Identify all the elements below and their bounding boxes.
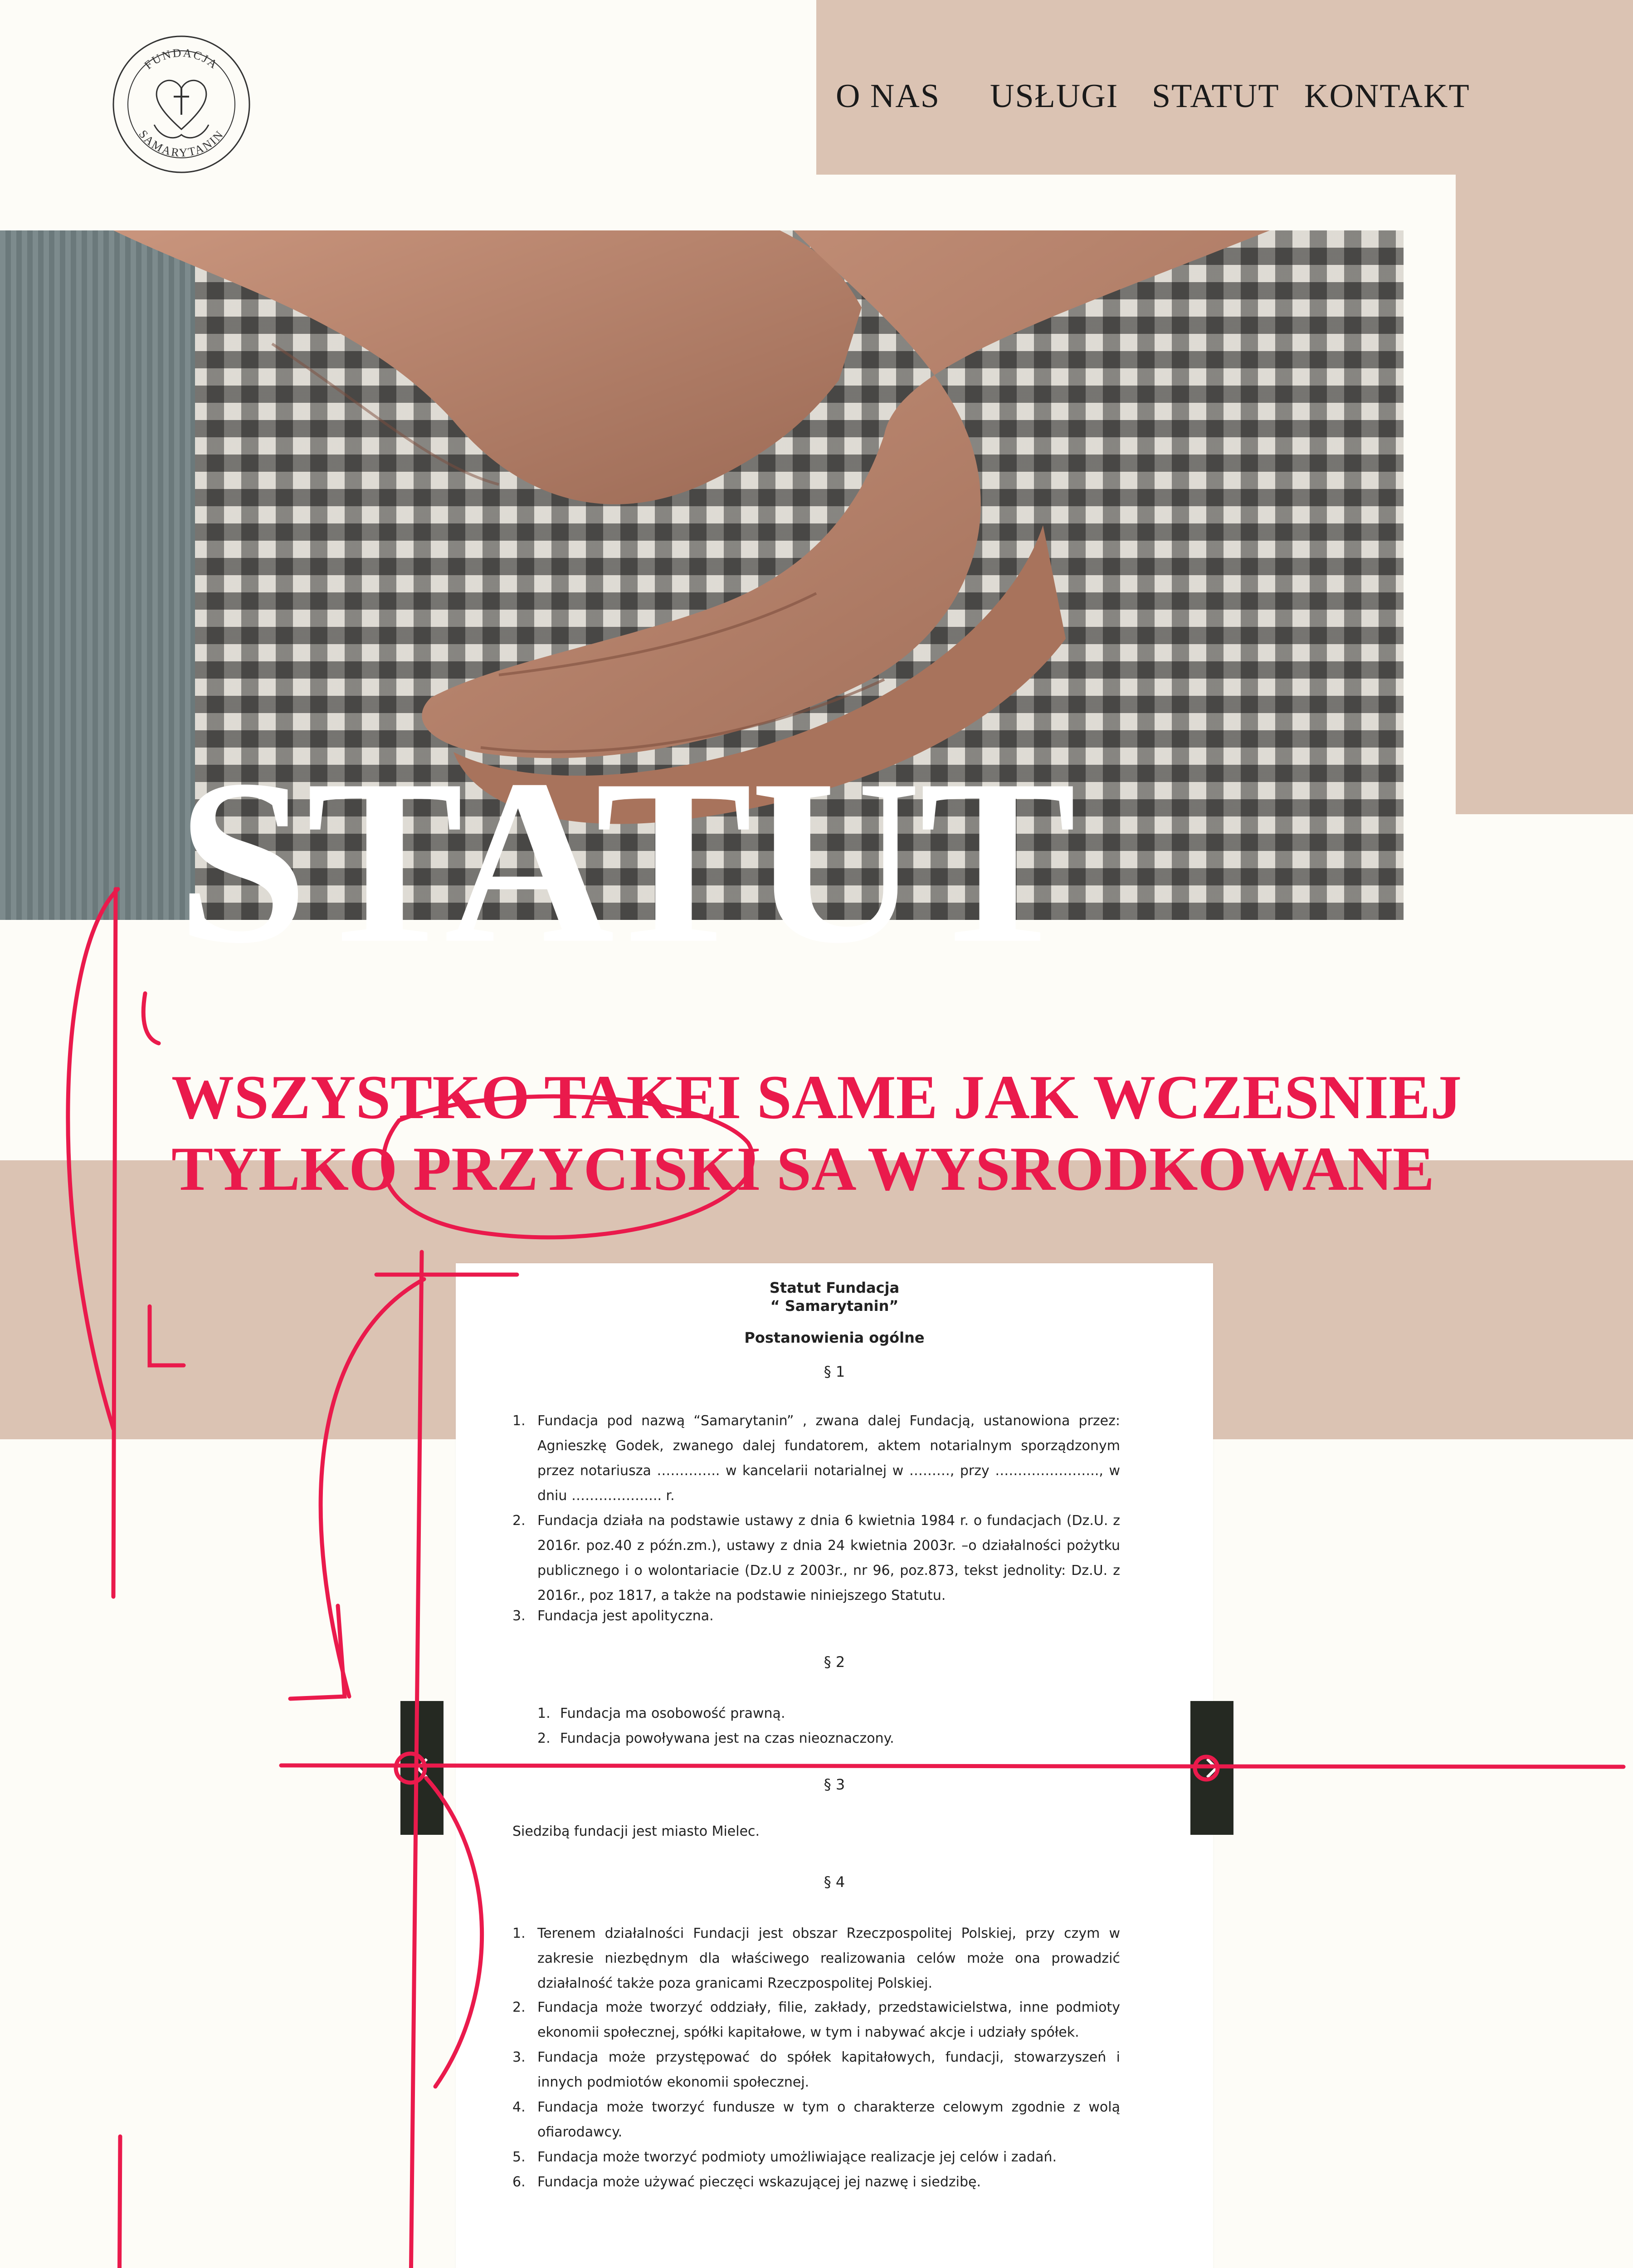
item-text: Fundacja jest apolityczna.	[537, 1608, 714, 1624]
prev-page-button[interactable]	[400, 1701, 444, 1835]
nav-kontakt[interactable]: KONTAKT	[1304, 78, 1470, 115]
p3-text: Siedzibą fundacji jest miasto Mielec.	[512, 1823, 760, 1839]
p4-item-3	[512, 2045, 1120, 2095]
item-number: 1.	[512, 1413, 526, 1429]
p4-item-4	[512, 2095, 1120, 2145]
p1-item-3	[512, 1603, 1120, 1628]
item-text: Fundacja pod nazwą “Samarytanin” , zwana dalej Fundacją, ustanowiona przez: Agnieszkę Godek, zwanego dalej fundatorem, aktem notarialnym sporządzonym przez notariusza ………….. w kancelarii notarialnej w ………, przy ………………….., w dniu ……………….. r.	[537, 1413, 1120, 1504]
nav-o-nas[interactable]: O NAS	[836, 78, 940, 115]
item-text: Terenem działalności Fundacji jest obszar Rzeczpospolitej Polskiej, przy czym w zakresie niezbędnym dla właściwego realizowania celów może ona prowadzić działalność także poza granicami Rzeczpospolitej Polskiej.	[537, 1926, 1120, 1991]
p2-item-1	[537, 1701, 1082, 1726]
item-number: 5.	[512, 2149, 526, 2165]
item-text: Fundacja może tworzyć fundusze w tym o charakterze celowym zgodnie z wolą ofiarodawcy.	[537, 2099, 1120, 2140]
item-number: 2.	[512, 1513, 526, 1529]
p4-item-2	[512, 1995, 1120, 2045]
p2-item-2	[537, 1726, 1082, 1751]
item-number: 3.	[512, 2049, 526, 2065]
item-number: 6.	[512, 2174, 526, 2190]
p1-item-2	[512, 1508, 1120, 1608]
next-page-button[interactable]	[1190, 1701, 1233, 1835]
side-tan-block	[1456, 175, 1633, 814]
item-text: Fundacja powoływana jest na czas nieoznaczony.	[560, 1730, 894, 1746]
p1-item-1	[512, 1408, 1120, 1508]
svg-text:SAMARYTANIN	[136, 127, 227, 159]
annotation-line-1: WSZYSTKO TAKEI SAME JAK WCZESNIEJ	[171, 1062, 1462, 1132]
doc-section-title: Postanowienia ogólne	[744, 1329, 925, 1346]
foundation-logo[interactable]	[111, 34, 252, 175]
chevron-right-icon	[1190, 1701, 1233, 1835]
logo-text-top: FUNDACJA	[141, 46, 221, 72]
nav-uslugi[interactable]: USŁUGI	[990, 78, 1119, 115]
item-text: Fundacja działa na podstawie ustawy z dnia 6 kwietnia 1984 r. o fundacjach (Dz.U. z 2016r. poz.40 z późn.zm.), ustawy z dnia 24 kwietnia 2003r. –o działalności pożytku publicznego i o wolontariacie (Dz.U z 2003r., nr 96, poz.873, tekst jednolity: Dz.U. z 2016r., poz 1817, a także na podstawie niniejszego Statutu.	[537, 1513, 1120, 1603]
item-number: 1.	[512, 1926, 526, 1941]
hero-title: STATUT	[177, 731, 1075, 992]
paragraph-2-heading: § 2	[824, 1653, 845, 1671]
item-number: 1.	[537, 1706, 551, 1721]
logo-text-bottom: SAMARYTANIN	[136, 127, 227, 160]
chevron-left-icon	[400, 1701, 444, 1835]
paragraph-1-heading: § 1	[824, 1363, 845, 1380]
paragraph-3-heading: § 3	[824, 1776, 845, 1793]
doc-title-line-2: “ Samarytanin”	[770, 1297, 899, 1315]
item-text: Fundacja może używać pieczęci wskazującej jej nazwę i siedzibę.	[537, 2174, 981, 2190]
nav-statut[interactable]: STATUT	[1152, 78, 1280, 115]
p4-item-1	[512, 1921, 1120, 1996]
item-number: 2.	[512, 1999, 526, 2015]
paragraph-4-heading: § 4	[824, 1873, 845, 1891]
p4-item-5	[512, 2145, 1120, 2170]
svg-text:FUNDACJA	[142, 46, 221, 72]
doc-title-line-1: Statut Fundacja	[769, 1279, 900, 1296]
item-number: 2.	[537, 1730, 551, 1746]
p4-item-6	[512, 2170, 1120, 2195]
item-text: Fundacja może przystępować do spółek kapitałowych, fundacji, stowarzyszeń i innych podmiotów ekonomii społecznej.	[537, 2049, 1120, 2090]
annotation-line-2: TYLKO PRZYCISKI SA WYSRODKOWANE	[171, 1134, 1434, 1203]
item-number: 3.	[512, 1608, 526, 1624]
item-text: Fundacja może tworzyć oddziały, filie, zakłady, przedstawicielstwa, inne podmioty ekonomii społecznej, spółki kapitałowe, w tym i nabywać akcje i udziały spółek.	[537, 1999, 1120, 2040]
item-number: 4.	[512, 2099, 526, 2115]
item-text: Fundacja może tworzyć podmioty umożliwiające realizacje jej celów i zadań.	[537, 2149, 1057, 2165]
item-text: Fundacja ma osobowość prawną.	[560, 1706, 785, 1721]
